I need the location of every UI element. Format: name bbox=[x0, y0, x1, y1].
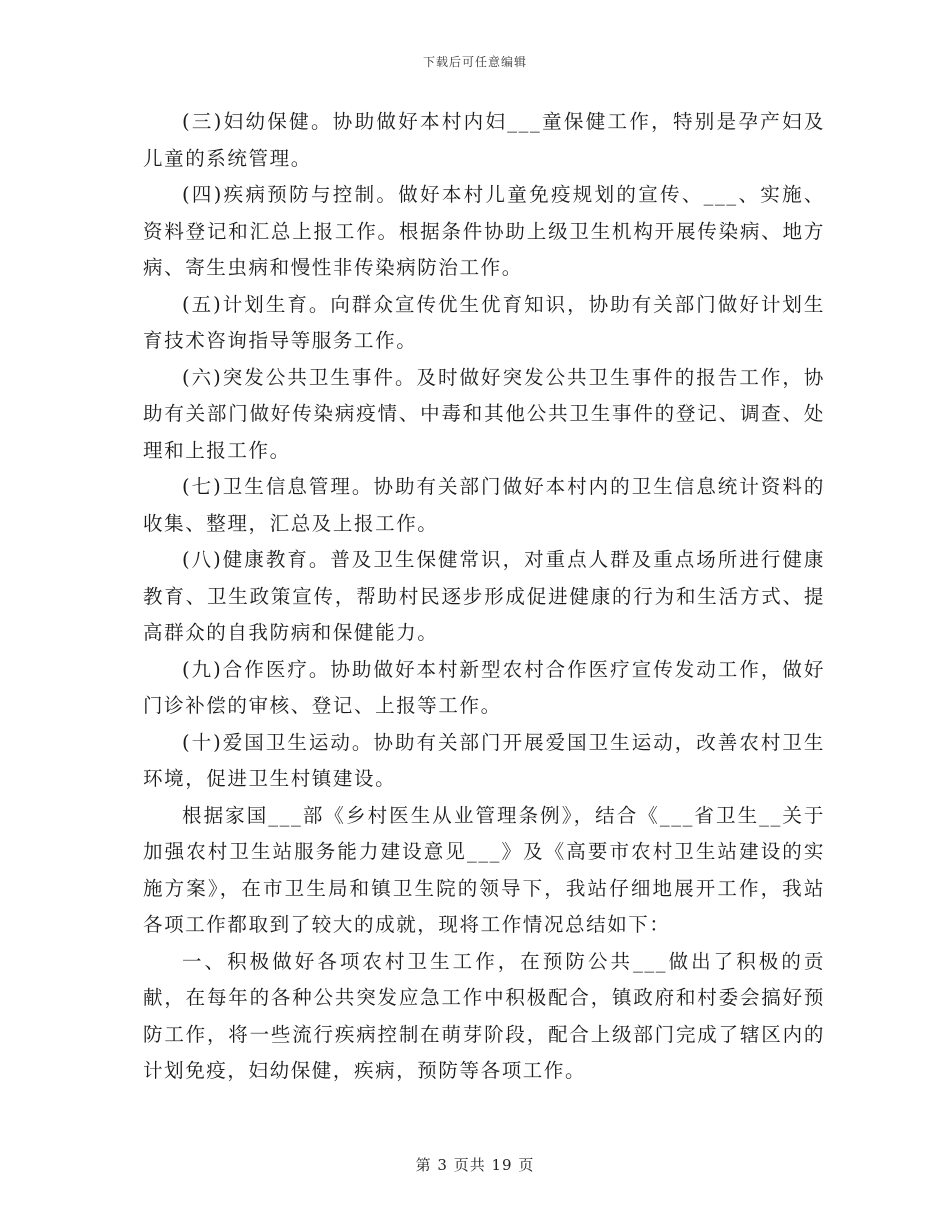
page-header: 下载后可任意编辑 bbox=[422, 55, 527, 69]
paragraph-maternal-child-health: (三)妇幼保健。协助做好本村内妇___童保健工作，特别是孕产妇及儿童的系统管理。 bbox=[143, 110, 825, 170]
paragraph-summary-intro: 根据家国___部《乡村医生从业管理条例》，结合《___省卫生__关于加强农村卫生站服务能力建设意见___》及《高要市农村卫生站建设的实施方案》，在市卫生局和镇卫生院的领导下，我站仔细地展开工作，我站各项工作都取到了较大的成就，现将工作情况总结如下： bbox=[143, 803, 825, 936]
paragraph-cooperative-medical: (九)合作医疗。协助做好本村新型农村合作医疗宣传发动工作，做好门诊补偿的审核、登记、上报等工作。 bbox=[143, 657, 825, 717]
page-number-footer: 第 3 页共 19 页 bbox=[415, 1156, 535, 1174]
paragraph-section-one: 一、积极做好各项农村卫生工作，在预防公共___做出了积极的贡献，在每年的各种公共突发应急工作中积极配合，镇政府和村委会搞好预防工作，将一些流行疾病控制在萌芽阶段，配合上级部门完成了辖区内的计划免疫，妇幼保健，疾病，预防等各项工作。 bbox=[143, 949, 825, 1082]
document-body bbox=[143, 104, 825, 1090]
paragraph-family-planning: (五)计划生育。向群众宣传优生优育知识，协助有关部门做好计划生育技术咨询指导等服务工作。 bbox=[143, 292, 825, 352]
paragraph-patriotic-hygiene: (十)爱国卫生运动。协助有关部门开展爱国卫生运动，改善农村卫生环境，促进卫生村镇建设。 bbox=[143, 730, 825, 790]
paragraph-disease-prevention: (四)疾病预防与控制。做好本村儿童免疫规划的宣传、___、实施、资料登记和汇总上报工作。根据条件协助上级卫生机构开展传染病、地方病、寄生虫病和慢性非传染病防治工作。 bbox=[143, 183, 825, 279]
paragraph-public-health-events: (六)突发公共卫生事件。及时做好突发公共卫生事件的报告工作，协助有关部门做好传染病疫情、中毒和其他公共卫生事件的登记、调查、处理和上报工作。 bbox=[143, 365, 825, 462]
paragraph-health-information: (七)卫生信息管理。协助有关部门做好本村内的卫生信息统计资料的收集、整理，汇总及上报工作。 bbox=[143, 475, 825, 535]
paragraph-health-education: (八)健康教育。普及卫生保健常识，对重点人群及重点场所进行健康教育、卫生政策宣传，帮助村民逐步形成促进健康的行为和生活方式、提高群众的自我防病和保健能力。 bbox=[143, 548, 825, 644]
